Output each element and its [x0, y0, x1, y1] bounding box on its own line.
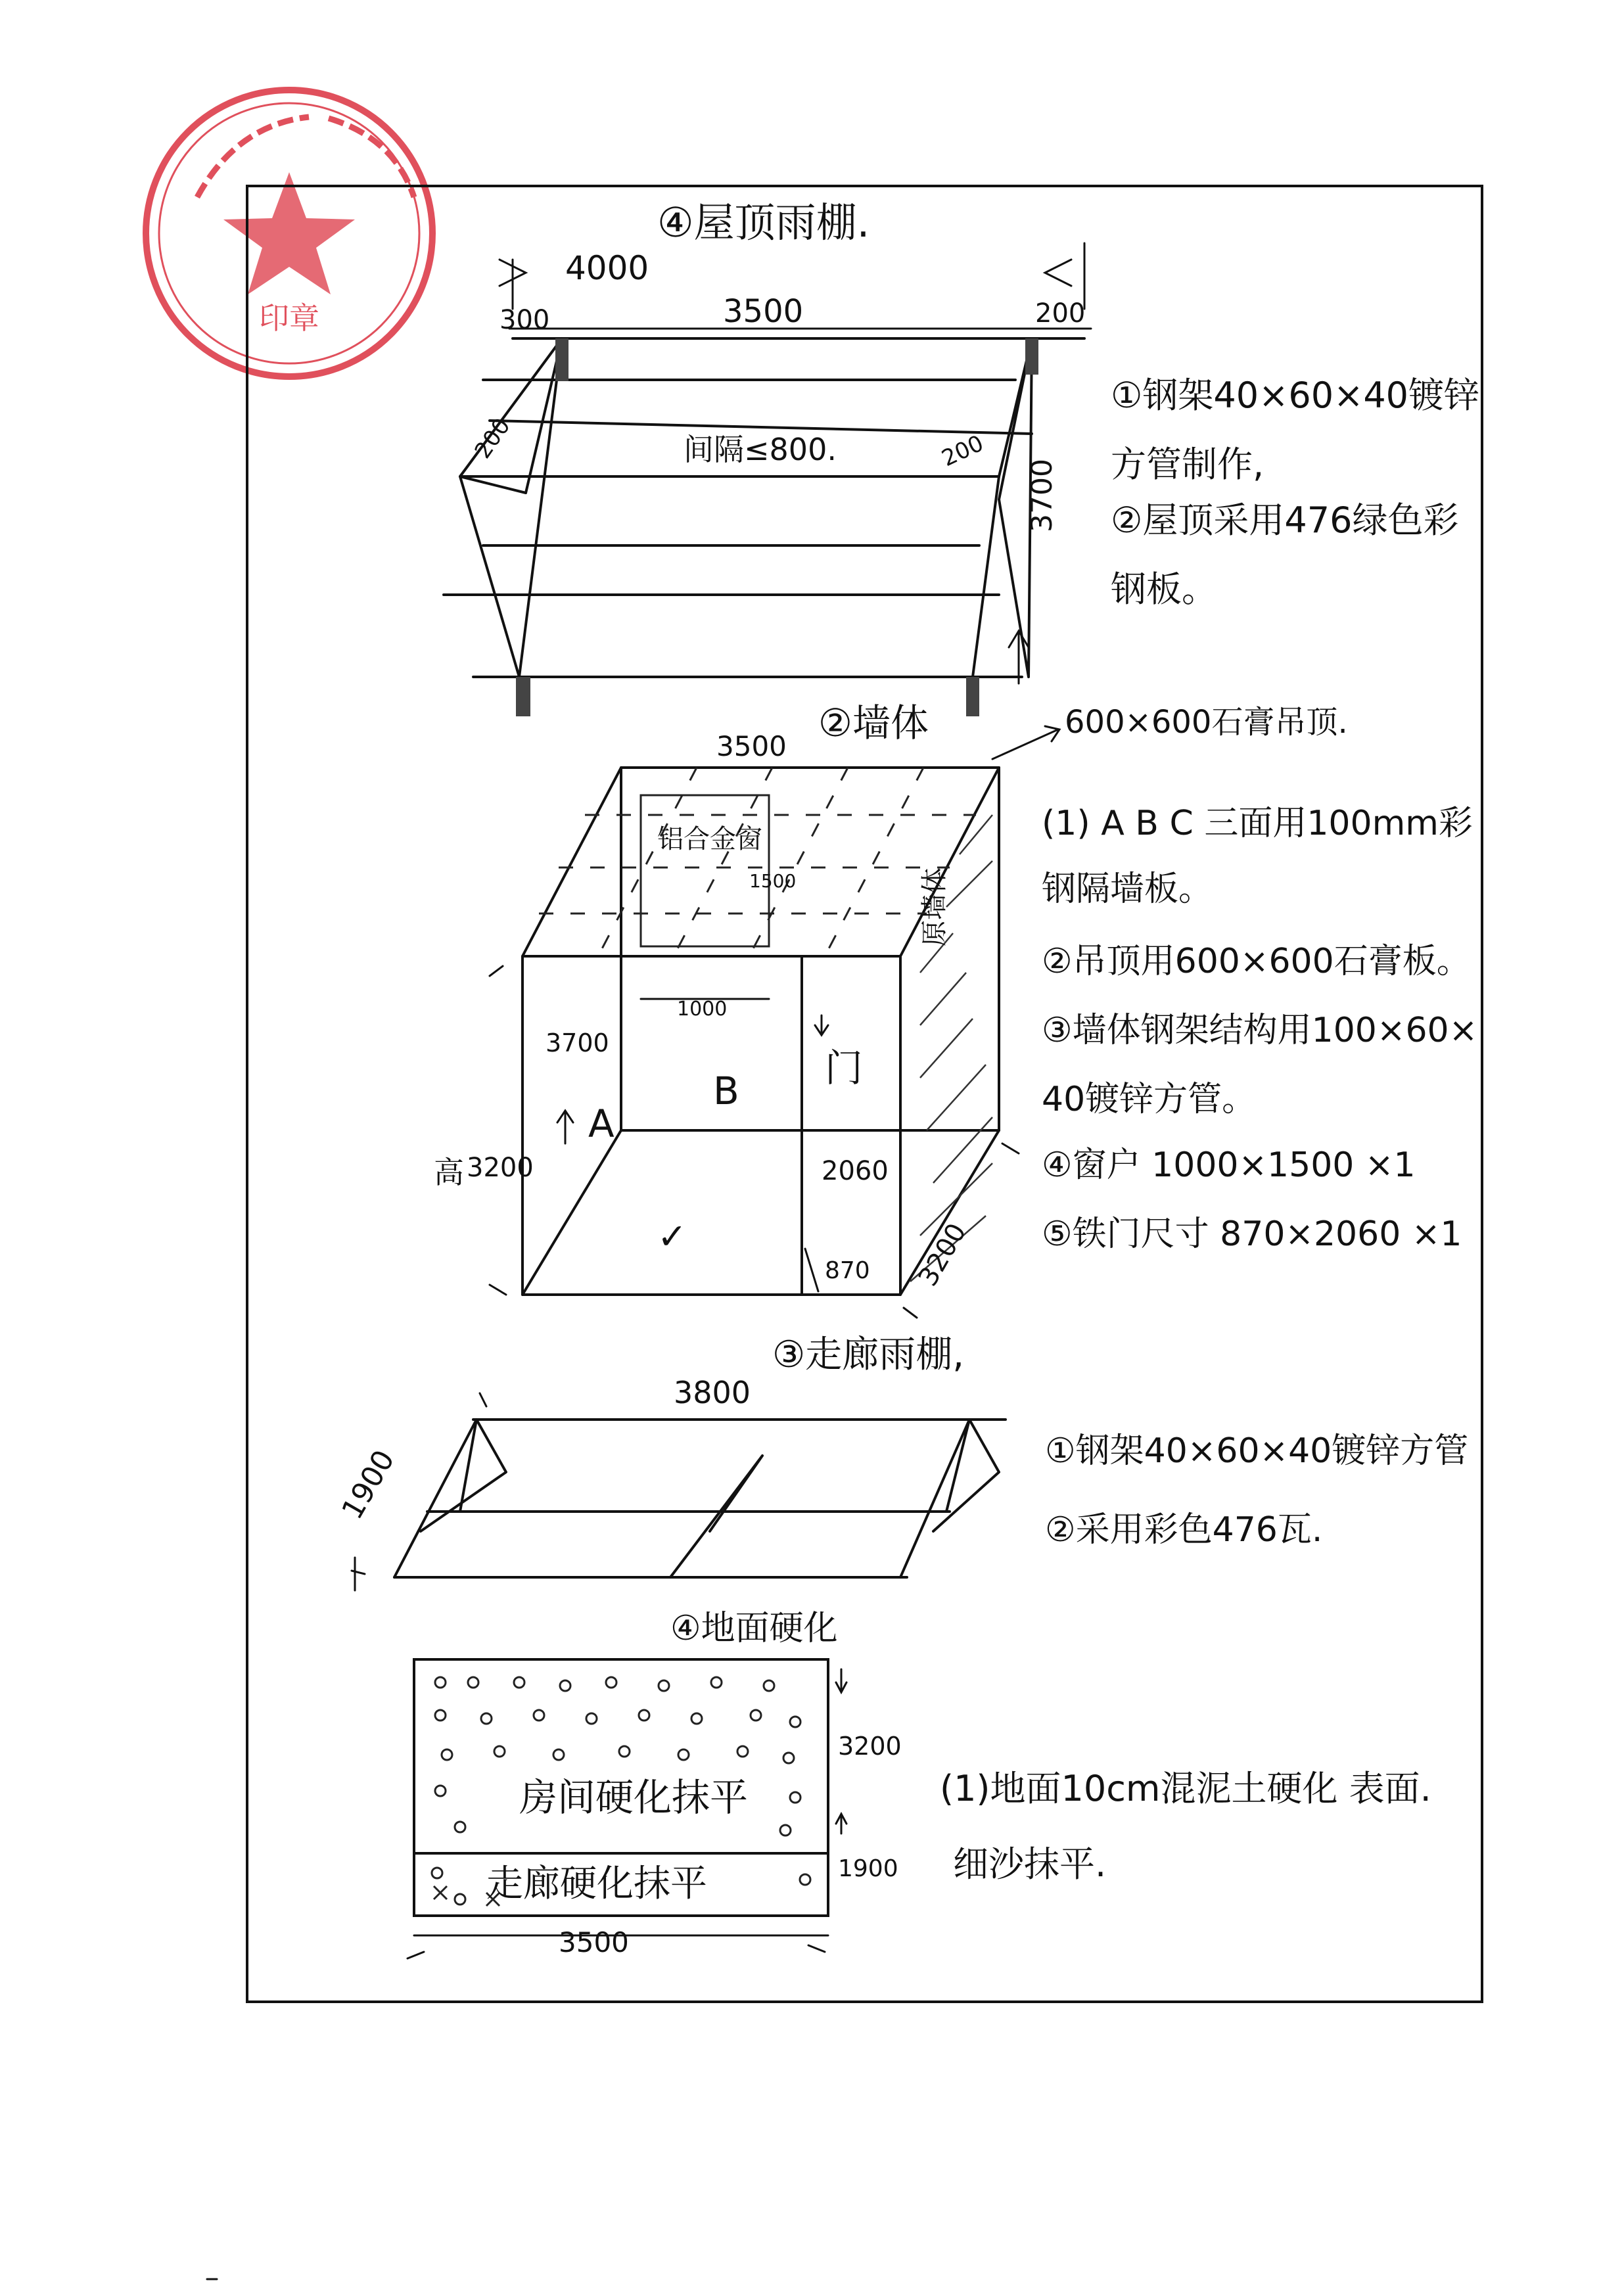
window-label: 铝合金窗 [657, 824, 762, 854]
corridor-title: ③走廊雨棚, [772, 1333, 965, 1376]
roof-dim-depth: 3700 [1025, 459, 1059, 532]
face-b-label: B [713, 1069, 739, 1113]
window-width: 1000 [677, 998, 728, 1021]
door-label: 门 [825, 1046, 864, 1090]
corridor-notes [1045, 1431, 1468, 1550]
roof-dim-right: 200 [1035, 298, 1086, 329]
floor-dim-corridor: 1900 [838, 1855, 898, 1882]
roof-note-3: ②屋顶采用476绿色彩 [1111, 499, 1459, 541]
walls-note-6: ④窗户 1000×1500 ×1 [1042, 1145, 1416, 1185]
floor-arrow-v: ✓ [657, 1216, 687, 1257]
walls-note-1: (1) A B C 三面用100mm彩 [1042, 804, 1473, 843]
roof-notes [1111, 375, 1479, 610]
roof-spacing-label: 间隔≤800. [684, 432, 837, 467]
roof-dim-truss-left: 200 [469, 413, 516, 464]
walls-note-2: 钢隔墙板。 [1042, 869, 1213, 909]
walls-depth-left: 3200 [467, 1153, 534, 1183]
roof-dim-total: 4000 [565, 249, 649, 287]
stamp-text: 印章 [259, 300, 319, 336]
roof-note-1: ①钢架40×60×40镀锌 [1111, 375, 1480, 416]
corridor-dim-length: 3800 [674, 1375, 751, 1410]
door-width: 870 [825, 1257, 870, 1284]
roof-dim-left: 300 [499, 305, 550, 335]
walls-depth-right: 3200 [912, 1218, 973, 1291]
ceiling-callout: 600×600石膏吊顶. [1065, 704, 1348, 741]
roof-title: ④屋顶雨棚. [657, 198, 870, 246]
door-height: 2060 [822, 1156, 889, 1186]
roof-note-4: 钢板。 [1111, 568, 1217, 610]
roof-section [444, 198, 1479, 716]
wall-notes [1042, 804, 1477, 1254]
floor-dim-room: 3200 [838, 1732, 902, 1761]
page-frame [247, 186, 1482, 2002]
corridor-dim-width: 1900 [335, 1445, 402, 1525]
face-c-label: 原墙体 [919, 867, 950, 946]
wall-section [434, 701, 1477, 1318]
floor-dim-width: 3500 [559, 1926, 629, 1958]
corridor-note-2: ②采用彩色476瓦. [1045, 1510, 1323, 1550]
walls-height-left: 3700 [545, 1029, 609, 1057]
floor-corridor-label: 走廊硬化抹平 [486, 1862, 707, 1905]
walls-title: ②墙体 [818, 701, 929, 745]
floor-title: ④地面硬化 [670, 1609, 838, 1648]
floor-notes [940, 1768, 1431, 1885]
floor-section [407, 1609, 1431, 1958]
walls-note-4: ③墙体钢架结构用100×60× [1042, 1011, 1478, 1050]
roof-note-2: 方管制作, [1111, 444, 1264, 485]
walls-dim-top: 3500 [716, 730, 787, 762]
floor-room-label: 房间硬化抹平 [519, 1775, 749, 1820]
roof-dim-truss-right: 200 [937, 430, 988, 473]
corridor-note-1: ①钢架40×60×40镀锌方管 [1045, 1431, 1469, 1471]
face-a-label: A [588, 1101, 615, 1146]
roof-dim-main: 3500 [723, 293, 804, 330]
floor-note-1: (1)地面10cm混泥土硬化 表面. [940, 1768, 1431, 1809]
walls-height-label: 高 [434, 1155, 464, 1190]
window-height: 1500 [749, 870, 797, 892]
walls-note-5: 40镀锌方管。 [1042, 1080, 1257, 1119]
red-seal-stamp [146, 90, 432, 377]
walls-note-3: ②吊顶用600×600石膏板。 [1042, 942, 1471, 981]
floor-note-2: 细沙抹平. [953, 1843, 1107, 1885]
walls-note-7: ⑤铁门尺寸 870×2060 ×1 [1042, 1214, 1462, 1254]
corridor-section [335, 1333, 1468, 1590]
